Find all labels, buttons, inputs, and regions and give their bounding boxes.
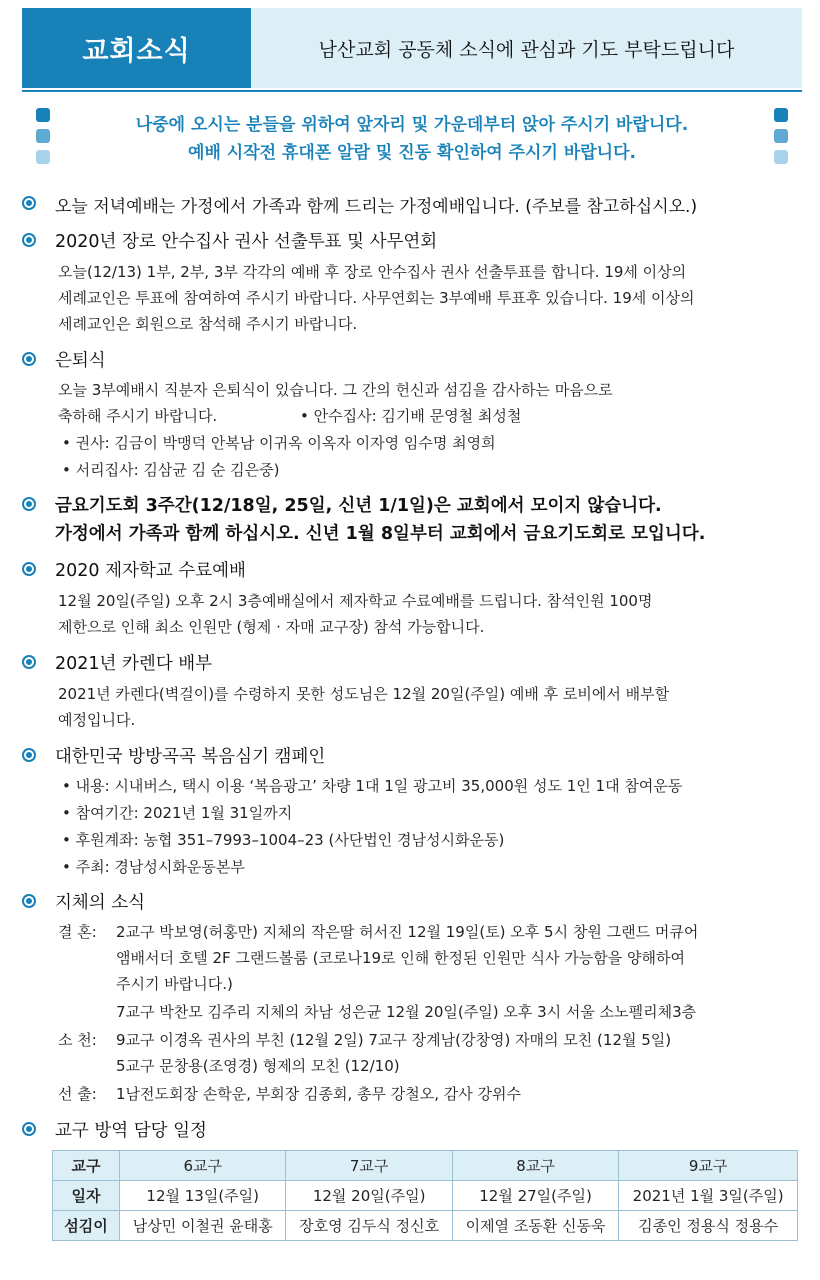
row-header: 교구 bbox=[53, 1151, 120, 1181]
notice-line-1: 나중에 오시는 분들을 위하여 앞자리 및 가운데부터 앉아 주시기 바랍니다. bbox=[135, 115, 689, 135]
section-text: • 서리집사: 김삼균 김 순 김은중) bbox=[62, 461, 280, 479]
section-text: • 후원계좌: 농협 351–7993–1004–23 (사단법인 경남성시화운동) bbox=[62, 831, 505, 849]
death-label: 소 천: bbox=[58, 1031, 97, 1049]
section-text: 오늘(12/13) 1부, 2부, 3부 각각의 예배 후 장로 안수집사 권사 선출투표를 합니다. 19세 이상의 bbox=[58, 263, 687, 281]
table-row bbox=[53, 1181, 798, 1211]
table-row bbox=[53, 1151, 798, 1181]
header-banner bbox=[22, 8, 802, 88]
section-text: • 권사: 김금이 박맹덕 안복남 이귀옥 이옥자 이자영 임수명 최영희 bbox=[62, 434, 496, 452]
section-text: 9교구 이경옥 권사의 부친 (12월 2일) 7교구 장계남(강창영) 자매의 모친 (12월 5일) bbox=[116, 1031, 672, 1049]
section-text: 12월 20일(주일) 오후 2시 3층예배실에서 제자학교 수료예배를 드립니다. 참석인원 100명 bbox=[58, 592, 653, 610]
section-heading: 2020년 장로 안수집사 권사 선출투표 및 사무연회 bbox=[55, 232, 438, 252]
section-heading: 2020 제자학교 수료예배 bbox=[55, 561, 246, 581]
section-text: 축하해 주시기 바랍니다. bbox=[58, 407, 218, 425]
section-heading: 은퇴식 bbox=[55, 351, 106, 371]
bullet-icon bbox=[22, 894, 36, 908]
section-heading: 교구 방역 담당 일정 bbox=[55, 1121, 207, 1141]
table-cell: 8교구 bbox=[452, 1151, 618, 1181]
section-text: 세례교인은 회원으로 참석해 주시기 바랍니다. bbox=[58, 315, 358, 333]
section-text: 예정입니다. bbox=[58, 711, 136, 729]
section-heading: 대한민국 방방곡곡 복음심기 캠페인 bbox=[55, 747, 326, 767]
section-text: • 내용: 시내버스, 택시 이용 ‘복음광고’ 차량 1대 1일 광고비 35,000원 성도 1인 1대 참여운동 bbox=[62, 777, 683, 795]
section-text: 2교구 박보영(허홍만) 지체의 작은딸 허서진 12월 19일(토) 오후 5시 창원 그랜드 머큐어 bbox=[116, 923, 699, 941]
election-label: 선 출: bbox=[58, 1085, 97, 1103]
section-text: • 안수집사: 김기배 문영철 최성철 bbox=[300, 407, 522, 425]
table-cell: 9교구 bbox=[619, 1151, 798, 1181]
table-cell: 12월 13일(주일) bbox=[120, 1181, 286, 1211]
section-heading: 오늘 저녁예배는 가정에서 가족과 함께 드리는 가정예배입니다. (주보를 참고하십시오.) bbox=[55, 197, 698, 217]
section-text: • 주최: 경남성시화운동본부 bbox=[62, 858, 245, 876]
bullet-icon bbox=[22, 748, 36, 762]
section-text: 제한으로 인해 최소 인원만 (형제 · 자매 교구장) 참석 가능합니다. bbox=[58, 618, 485, 636]
page-title: 교회소식 bbox=[82, 35, 191, 67]
section-text: 1남전도회장 손학운, 부회장 김종회, 총무 강철오, 감사 강위수 bbox=[116, 1085, 521, 1103]
header-rule bbox=[22, 90, 802, 92]
table-cell: 12월 20일(주일) bbox=[286, 1181, 452, 1211]
table-cell: 남상민 이철권 윤태홍 bbox=[120, 1211, 286, 1241]
table-cell: 이제열 조동환 신동욱 bbox=[452, 1211, 618, 1241]
table-cell: 12월 27일(주일) bbox=[452, 1181, 618, 1211]
page-subtitle: 남산교회 공동체 소식에 관심과 기도 부탁드립니다 bbox=[318, 38, 735, 61]
section-text: 세례교인은 투표에 참여하여 주시기 바랍니다. 사무연회는 3부예배 투표후 있습니다. 19세 이상의 bbox=[58, 289, 695, 307]
section-heading: 가정에서 가족과 함께 하십시오. 신년 1월 8일부터 교회에서 금요기도회로 모입니다. bbox=[55, 524, 706, 544]
section-heading: 지체의 소식 bbox=[55, 893, 146, 913]
row-header: 일자 bbox=[53, 1181, 120, 1211]
section-text: 앰배서더 호텔 2F 그랜드볼룸 (코로나19로 인해 한정된 인원만 식사 가능함을 양해하여 bbox=[116, 949, 685, 967]
bullet-icon bbox=[22, 233, 36, 247]
section-text: 주시기 바랍니다.) bbox=[116, 975, 233, 993]
section-heading: 금요기도회 3주간(12/18일, 25일, 신년 1/1일)은 교회에서 모이지 않습니다. bbox=[55, 496, 662, 516]
section-heading: 2021년 카렌다 배부 bbox=[55, 654, 213, 674]
bullet-icon bbox=[22, 352, 36, 366]
notice-box bbox=[22, 106, 802, 168]
bullet-icon bbox=[22, 1122, 36, 1136]
table-cell: 김종인 정용식 정용수 bbox=[619, 1211, 798, 1241]
section-text: • 참여기간: 2021년 1월 31일까지 bbox=[62, 804, 293, 822]
bullet-icon bbox=[22, 562, 36, 576]
title-box bbox=[22, 8, 251, 88]
section-text: 2021년 카렌다(벽걸이)를 수령하지 못한 성도님은 12월 20일(주일) 예배 후 로비에서 배부할 bbox=[58, 685, 670, 703]
section-text: 5교구 문창용(조영경) 형제의 모친 (12/10) bbox=[116, 1057, 400, 1075]
table-cell: 7교구 bbox=[286, 1151, 452, 1181]
bullet-icon bbox=[22, 196, 36, 210]
table-row bbox=[53, 1211, 798, 1241]
section-text: 오늘 3부예배시 직분자 은퇴식이 있습니다. 그 간의 헌신과 섬김을 감사하는 마음으로 bbox=[58, 381, 613, 399]
section-text: 7교구 박찬모 김주리 지체의 차남 성은균 12월 20일(주일) 오후 3시 서울 소노펠리체3층 bbox=[116, 1003, 697, 1021]
row-header: 섬김이 bbox=[53, 1211, 120, 1241]
bullet-icon bbox=[22, 655, 36, 669]
marriage-label: 결 혼: bbox=[58, 923, 97, 941]
bullet-icon bbox=[22, 497, 36, 511]
table-cell: 6교구 bbox=[120, 1151, 286, 1181]
table-cell: 장호영 김두식 정신호 bbox=[286, 1211, 452, 1241]
notice-line-2: 예배 시작전 휴대폰 알람 및 진동 확인하여 주시기 바랍니다. bbox=[188, 143, 636, 163]
schedule-table bbox=[52, 1150, 798, 1241]
table-cell: 2021년 1월 3일(주일) bbox=[619, 1181, 798, 1211]
